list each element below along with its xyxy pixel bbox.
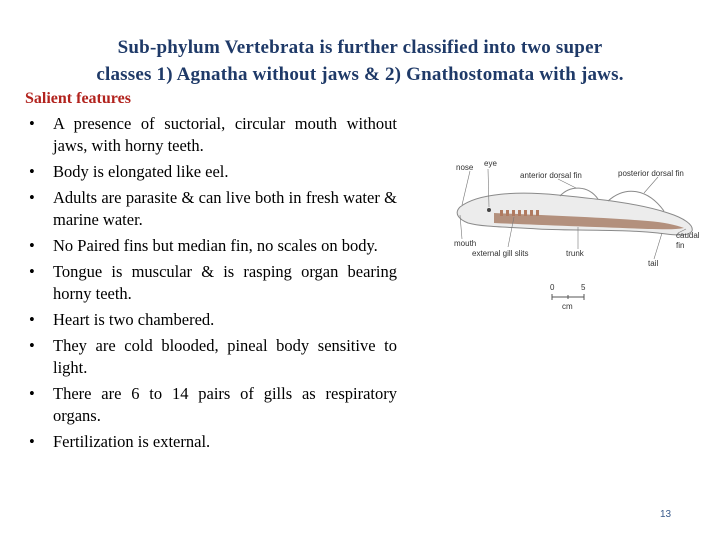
page-number: 13 [660,509,672,520]
label-scale-zero: 0 [550,283,555,292]
feature-item: • They are cold blooded, pineal body sensitive to light. [25,335,397,379]
salient-features-heading: Salient features [25,90,131,107]
label-caudal-fin-line-2: fin [676,241,685,250]
feature-item: • Tongue is muscular & is rasping organ bearing horny teeth. [25,261,397,305]
scale-bar [552,294,584,300]
feature-item: • No Paired fins but median fin, no scales on body. [25,235,397,257]
lamprey-illustration [448,155,708,325]
feature-item: • A presence of suctorial, circular mouth without jaws, with horny teeth. [25,113,397,157]
label-caudal-fin [676,231,700,251]
label-anterior-dorsal-fin: anterior dorsal fin [520,171,582,180]
lamprey-drawing [448,155,708,325]
label-trunk: trunk [566,249,584,258]
label-external-gill-slits: external gill slits [472,249,529,258]
label-nose: nose [456,163,474,172]
label-tail: tail [648,259,659,268]
feature-item: • Fertilization is external. [25,431,397,453]
label-eye: eye [484,159,497,168]
label-mouth: mouth [454,239,477,248]
label-scale-five: 5 [581,283,586,292]
title-line-2: classes 1) Agnatha without jaws & 2) Gnathostomata with jaws. [96,64,624,85]
feature-item: • Body is elongated like eel. [25,161,397,183]
feature-item: • Heart is two chambered. [25,309,397,331]
feature-item: • Adults are parasite & can live both in fresh water & marine water. [25,187,397,231]
slide-title [8,34,712,88]
lamprey-eye [487,208,491,212]
title-line-1: Sub-phylum Vertebrata is further classified into two super [117,37,603,58]
feature-item: • There are 6 to 14 pairs of gills as respiratory organs. [25,383,397,427]
label-scale-unit: cm [562,302,573,311]
label-posterior-dorsal-fin: posterior dorsal fin [618,169,684,178]
label-caudal-fin-line-1: caudal [676,231,700,240]
feature-list [25,113,397,457]
